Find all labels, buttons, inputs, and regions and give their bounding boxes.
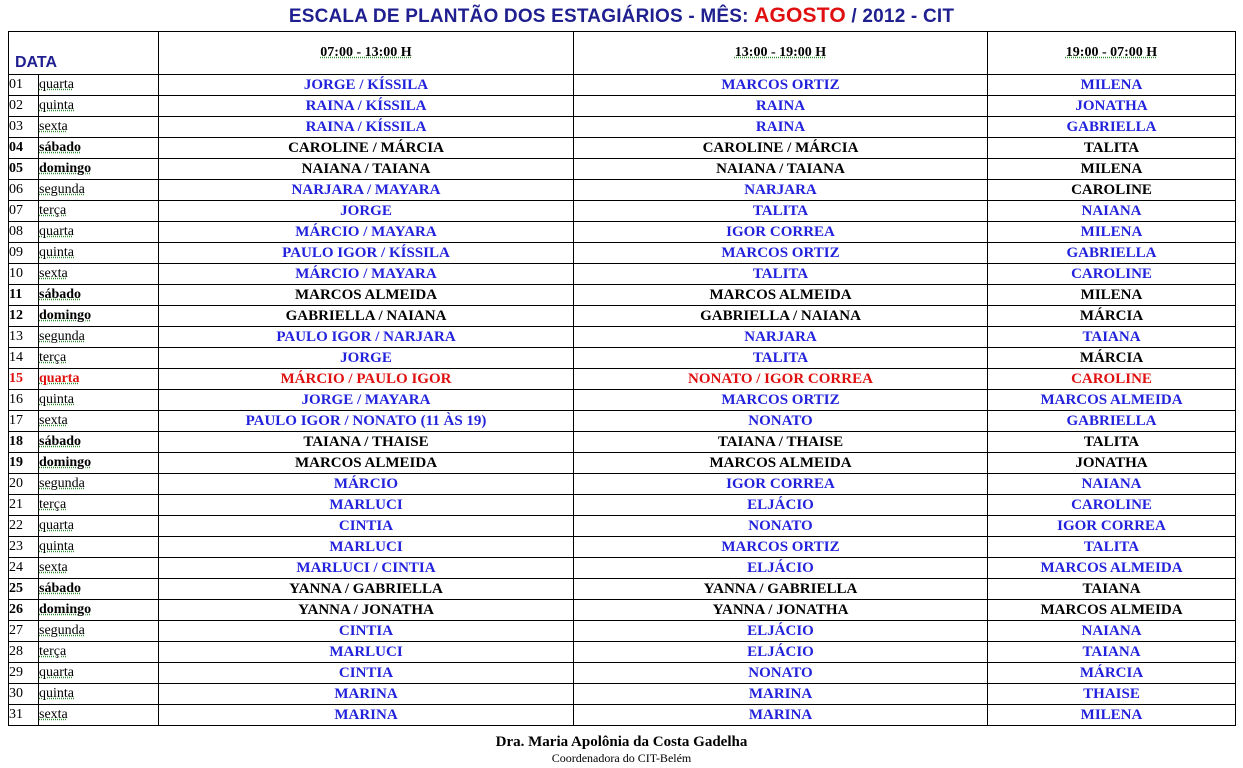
day-cell: 09 (9, 243, 39, 264)
shift-morning-cell: MARCOS ALMEIDA (159, 285, 574, 306)
day-cell: 03 (9, 117, 39, 138)
weekday-cell: segunda (39, 180, 159, 201)
weekday-cell: quinta (39, 390, 159, 411)
weekday-cell: sábado (39, 432, 159, 453)
day-cell: 31 (9, 705, 39, 726)
shift-afternoon-cell: ELJÁCIO (574, 495, 988, 516)
table-row (9, 348, 1236, 369)
day-cell: 18 (9, 432, 39, 453)
shift-morning-cell: MÁRCIO (159, 474, 574, 495)
shift-afternoon-cell: MARINA (574, 705, 988, 726)
day-cell: 06 (9, 180, 39, 201)
shift-afternoon-cell: NONATO (574, 663, 988, 684)
weekday-cell: terça (39, 348, 159, 369)
shift-night-cell: MILENA (988, 159, 1236, 180)
day-cell: 12 (9, 306, 39, 327)
title-month: AGOSTO (754, 4, 846, 27)
shift-afternoon-cell: YANNA / JONATHA (574, 600, 988, 621)
page-title (0, 4, 1243, 28)
day-cell: 21 (9, 495, 39, 516)
shift-afternoon-cell: RAINA (574, 96, 988, 117)
header-date: DATA (9, 32, 159, 75)
shift-morning-cell: YANNA / GABRIELLA (159, 579, 574, 600)
day-cell: 11 (9, 285, 39, 306)
table-row (9, 285, 1236, 306)
weekday-cell: domingo (39, 453, 159, 474)
shift-night-cell: THAISE (988, 684, 1236, 705)
shift-afternoon-cell: TALITA (574, 201, 988, 222)
table-row (9, 453, 1236, 474)
shift-night-cell: TALITA (988, 537, 1236, 558)
shift-morning-cell: MARLUCI / CINTIA (159, 558, 574, 579)
header-shift-night: 19:00 - 07:00 H (988, 32, 1236, 75)
table-row (9, 537, 1236, 558)
day-cell: 20 (9, 474, 39, 495)
day-cell: 14 (9, 348, 39, 369)
day-cell: 08 (9, 222, 39, 243)
table-row (9, 75, 1236, 96)
shift-afternoon-cell: NARJARA (574, 327, 988, 348)
day-cell: 19 (9, 453, 39, 474)
shift-morning-cell: MARINA (159, 684, 574, 705)
shift-night-cell: JONATHA (988, 96, 1236, 117)
weekday-cell: segunda (39, 474, 159, 495)
table-row (9, 516, 1236, 537)
weekday-cell: quinta (39, 243, 159, 264)
day-cell: 16 (9, 390, 39, 411)
shift-night-cell: MARCOS ALMEIDA (988, 600, 1236, 621)
shift-night-cell: JONATHA (988, 453, 1236, 474)
weekday-cell: terça (39, 642, 159, 663)
header-shift-morning: 07:00 - 13:00 H (159, 32, 574, 75)
shift-afternoon-cell: MARCOS ORTIZ (574, 537, 988, 558)
weekday-cell: quarta (39, 222, 159, 243)
shift-morning-cell: MARCOS ALMEIDA (159, 453, 574, 474)
weekday-cell: sábado (39, 579, 159, 600)
shift-afternoon-cell: NONATO (574, 411, 988, 432)
header-row (9, 32, 1236, 75)
shift-morning-cell: JORGE (159, 201, 574, 222)
table-row (9, 432, 1236, 453)
shift-morning-cell: MARINA (159, 705, 574, 726)
title-prefix: ESCALA DE PLANTÃO DOS ESTAGIÁRIOS - MÊS: (288, 6, 755, 27)
table-row (9, 306, 1236, 327)
shift-morning-cell: JORGE / KÍSSILA (159, 75, 574, 96)
weekday-cell: quarta (39, 75, 159, 96)
weekday-cell: quarta (39, 516, 159, 537)
day-cell: 01 (9, 75, 39, 96)
table-row (9, 117, 1236, 138)
weekday-cell: quarta (39, 663, 159, 684)
day-cell: 13 (9, 327, 39, 348)
weekday-cell: sábado (39, 285, 159, 306)
shift-morning-cell: NAIANA / TAIANA (159, 159, 574, 180)
shift-afternoon-cell: CAROLINE / MÁRCIA (574, 138, 988, 159)
weekday-cell: sexta (39, 264, 159, 285)
weekday-cell: sexta (39, 117, 159, 138)
day-cell: 15 (9, 369, 39, 390)
shift-night-cell: MÁRCIA (988, 306, 1236, 327)
shift-afternoon-cell: NAIANA / TAIANA (574, 159, 988, 180)
shift-afternoon-cell: IGOR CORREA (574, 222, 988, 243)
weekday-cell: domingo (39, 600, 159, 621)
weekday-cell: sexta (39, 558, 159, 579)
table-row (9, 180, 1236, 201)
shift-afternoon-cell: IGOR CORREA (574, 474, 988, 495)
shift-morning-cell: JORGE (159, 348, 574, 369)
shift-morning-cell: GABRIELLA / NAIANA (159, 306, 574, 327)
weekday-cell: segunda (39, 327, 159, 348)
shift-afternoon-cell: TALITA (574, 264, 988, 285)
shift-afternoon-cell: TALITA (574, 348, 988, 369)
shift-afternoon-cell: ELJÁCIO (574, 621, 988, 642)
shift-morning-cell: CINTIA (159, 663, 574, 684)
day-cell: 02 (9, 96, 39, 117)
shift-morning-cell: MÁRCIO / MAYARA (159, 264, 574, 285)
shift-afternoon-cell: MARCOS ORTIZ (574, 75, 988, 96)
shift-afternoon-cell: NONATO / IGOR CORREA (574, 369, 988, 390)
shift-morning-cell: MARLUCI (159, 495, 574, 516)
shift-morning-cell: MÁRCIO / PAULO IGOR (159, 369, 574, 390)
shift-night-cell: GABRIELLA (988, 117, 1236, 138)
shift-afternoon-cell: RAINA (574, 117, 988, 138)
shift-night-cell: MARCOS ALMEIDA (988, 558, 1236, 579)
table-row (9, 663, 1236, 684)
table-row (9, 495, 1236, 516)
header-shift-afternoon: 13:00 - 19:00 H (574, 32, 988, 75)
table-row (9, 705, 1236, 726)
shift-night-cell: MILENA (988, 705, 1236, 726)
shift-night-cell: TALITA (988, 432, 1236, 453)
day-cell: 17 (9, 411, 39, 432)
shift-morning-cell: JORGE / MAYARA (159, 390, 574, 411)
weekday-cell: quinta (39, 537, 159, 558)
shift-morning-cell: NARJARA / MAYARA (159, 180, 574, 201)
shift-morning-cell: MÁRCIO / MAYARA (159, 222, 574, 243)
weekday-cell: segunda (39, 621, 159, 642)
weekday-cell: sábado (39, 138, 159, 159)
weekday-cell: quinta (39, 684, 159, 705)
schedule-body (9, 75, 1236, 726)
day-cell: 30 (9, 684, 39, 705)
table-row (9, 201, 1236, 222)
schedule-table (8, 31, 1236, 726)
shift-night-cell: TAIANA (988, 642, 1236, 663)
table-row (9, 138, 1236, 159)
day-cell: 07 (9, 201, 39, 222)
day-cell: 05 (9, 159, 39, 180)
signature-name: Dra. Maria Apolônia da Costa Gadelha (495, 734, 748, 750)
shift-afternoon-cell: MARCOS ALMEIDA (574, 285, 988, 306)
shift-night-cell: CAROLINE (988, 180, 1236, 201)
shift-night-cell: MILENA (988, 285, 1236, 306)
shift-morning-cell: RAINA / KÍSSILA (159, 117, 574, 138)
day-cell: 27 (9, 621, 39, 642)
table-row (9, 222, 1236, 243)
shift-night-cell: TAIANA (988, 327, 1236, 348)
shift-afternoon-cell: MARCOS ORTIZ (574, 390, 988, 411)
shift-morning-cell: PAULO IGOR / NONATO (11 ÀS 19) (159, 411, 574, 432)
table-row (9, 558, 1236, 579)
shift-afternoon-cell: MARINA (574, 684, 988, 705)
day-cell: 23 (9, 537, 39, 558)
shift-night-cell: MILENA (988, 75, 1236, 96)
shift-night-cell: NAIANA (988, 621, 1236, 642)
table-row (9, 411, 1236, 432)
shift-afternoon-cell: ELJÁCIO (574, 642, 988, 663)
title-suffix: / 2012 - CIT (845, 6, 955, 27)
weekday-cell: domingo (39, 306, 159, 327)
shift-morning-cell: CINTIA (159, 516, 574, 537)
table-row (9, 600, 1236, 621)
day-cell: 29 (9, 663, 39, 684)
shift-night-cell: CAROLINE (988, 264, 1236, 285)
table-row (9, 327, 1236, 348)
day-cell: 04 (9, 138, 39, 159)
table-row (9, 96, 1236, 117)
shift-morning-cell: CAROLINE / MÁRCIA (159, 138, 574, 159)
shift-morning-cell: MARLUCI (159, 537, 574, 558)
shift-night-cell: CAROLINE (988, 369, 1236, 390)
shift-afternoon-cell: YANNA / GABRIELLA (574, 579, 988, 600)
shift-morning-cell: PAULO IGOR / NARJARA (159, 327, 574, 348)
weekday-cell: terça (39, 201, 159, 222)
shift-night-cell: GABRIELLA (988, 243, 1236, 264)
day-cell: 26 (9, 600, 39, 621)
day-cell: 28 (9, 642, 39, 663)
shift-morning-cell: CINTIA (159, 621, 574, 642)
shift-morning-cell: RAINA / KÍSSILA (159, 96, 574, 117)
day-cell: 10 (9, 264, 39, 285)
weekday-cell: quarta (39, 369, 159, 390)
shift-afternoon-cell: NARJARA (574, 180, 988, 201)
shift-night-cell: MÁRCIA (988, 348, 1236, 369)
weekday-cell: sexta (39, 705, 159, 726)
weekday-cell: sexta (39, 411, 159, 432)
weekday-cell: quinta (39, 96, 159, 117)
table-row (9, 243, 1236, 264)
shift-night-cell: MARCOS ALMEIDA (988, 390, 1236, 411)
table-row (9, 474, 1236, 495)
table-row (9, 642, 1236, 663)
shift-night-cell: CAROLINE (988, 495, 1236, 516)
shift-afternoon-cell: MARCOS ORTIZ (574, 243, 988, 264)
table-row (9, 390, 1236, 411)
shift-afternoon-cell: NONATO (574, 516, 988, 537)
shift-morning-cell: TAIANA / THAISE (159, 432, 574, 453)
shift-night-cell: NAIANA (988, 474, 1236, 495)
table-row (9, 684, 1236, 705)
day-cell: 25 (9, 579, 39, 600)
shift-night-cell: TALITA (988, 138, 1236, 159)
shift-afternoon-cell: ELJÁCIO (574, 558, 988, 579)
shift-afternoon-cell: MARCOS ALMEIDA (574, 453, 988, 474)
shift-night-cell: GABRIELLA (988, 411, 1236, 432)
weekday-cell: terça (39, 495, 159, 516)
shift-night-cell: IGOR CORREA (988, 516, 1236, 537)
shift-morning-cell: MARLUCI (159, 642, 574, 663)
table-row (9, 264, 1236, 285)
day-cell: 24 (9, 558, 39, 579)
shift-night-cell: NAIANA (988, 201, 1236, 222)
table-row (9, 621, 1236, 642)
shift-morning-cell: YANNA / JONATHA (159, 600, 574, 621)
table-row (9, 369, 1236, 390)
shift-afternoon-cell: TAIANA / THAISE (574, 432, 988, 453)
shift-morning-cell: PAULO IGOR / KÍSSILA (159, 243, 574, 264)
weekday-cell: domingo (39, 159, 159, 180)
signature-role: Coordenadora do CIT-Belém (551, 751, 692, 765)
table-row (9, 579, 1236, 600)
shift-afternoon-cell: GABRIELLA / NAIANA (574, 306, 988, 327)
shift-night-cell: MILENA (988, 222, 1236, 243)
day-cell: 22 (9, 516, 39, 537)
table-row (9, 159, 1236, 180)
shift-night-cell: TAIANA (988, 579, 1236, 600)
shift-night-cell: MÁRCIA (988, 663, 1236, 684)
